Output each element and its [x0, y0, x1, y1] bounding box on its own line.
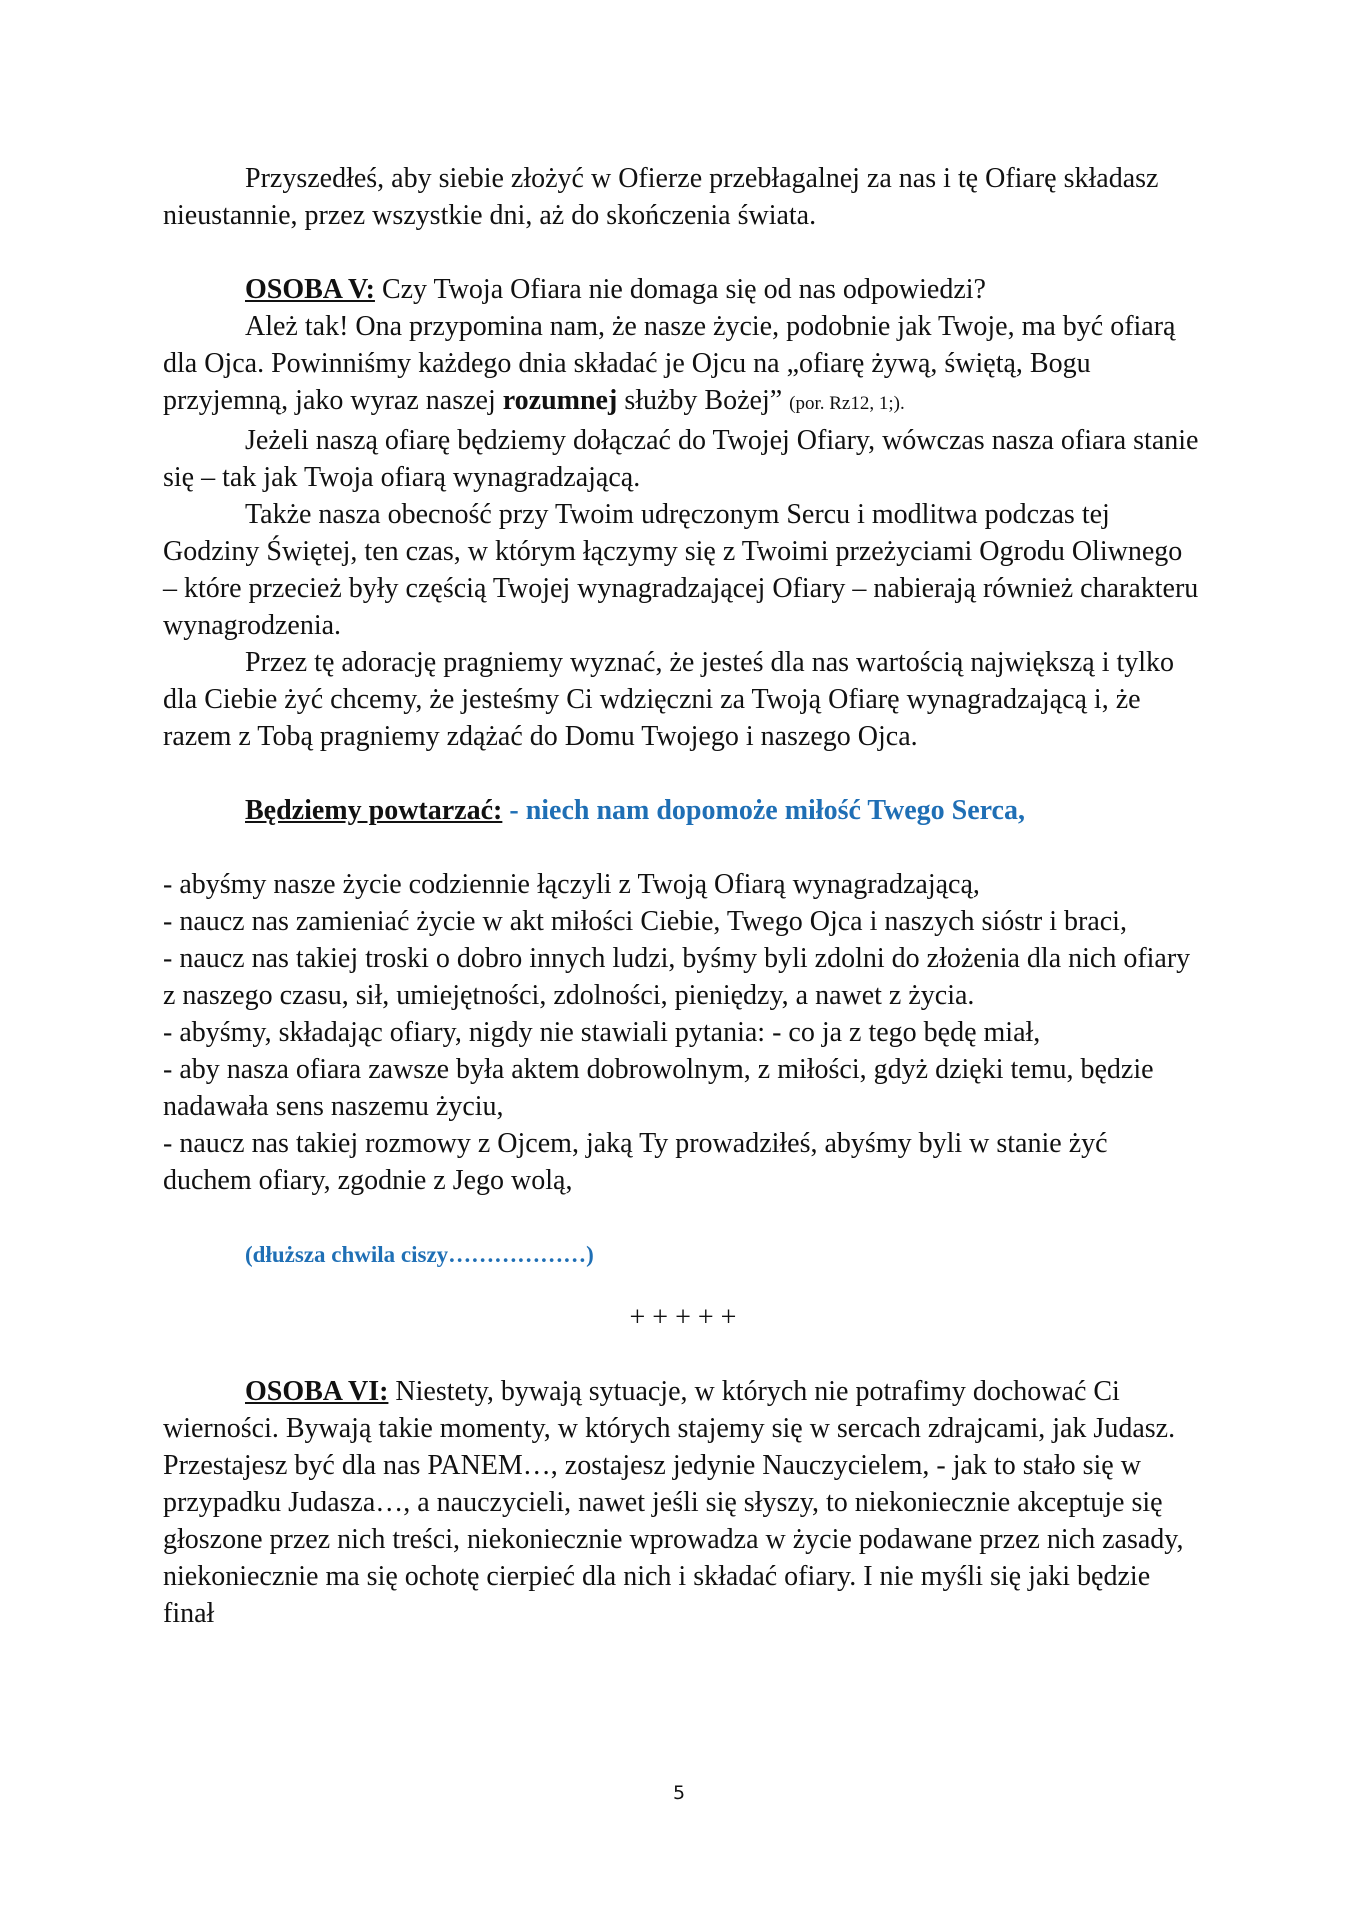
speaker-label-osoba-v: OSOBA V:: [245, 274, 375, 305]
petition-item: - naucz nas zamieniać życie w akt miłości Ciebie, Twego Ojca i naszych sióstr i braci,: [163, 906, 1127, 937]
refrain-line: [163, 792, 1203, 829]
spacer: [163, 829, 1203, 866]
section-separator: + + + + +: [629, 1302, 737, 1333]
paragraph-joining: Jeżeli naszą ofiarę będziemy dołączać do Twojej Ofiary, wówczas nasza ofiara stanie się – tak jak Twoja ofiarą wynagradzającą.: [163, 425, 1199, 493]
paragraph-offering: [163, 308, 1203, 422]
osoba-v-question: Czy Twoja Ofiara nie domaga się od nas odpowiedzi?: [374, 274, 986, 305]
page-number: 5: [672, 1782, 686, 1804]
bible-reference: (por. Rz12, 1;).: [789, 393, 905, 414]
petition-item: - naucz nas takiej troski o dobro innych ludzi, byśmy byli zdolni do złożenia dla nich ofiary z naszego czasu, sił, umiejętności, zdolności, pieniędzy, a nawet z życia.: [163, 943, 1191, 1011]
bold-word: rozumnej: [502, 385, 618, 416]
refrain-label: Będziemy powtarzać:: [245, 795, 503, 826]
spacer: [163, 1336, 1203, 1373]
refrain-text: niech nam dopomoże miłość Twego Serca,: [525, 795, 1025, 826]
paragraph-osoba-vi: [163, 1373, 1203, 1632]
speaker-label-osoba-vi: OSOBA VI:: [245, 1376, 389, 1407]
silence-note: (dłuższa chwila ciszy………………): [245, 1242, 594, 1267]
paragraph-presence: Także nasza obecność przy Twoim udręczonym Sercu i modlitwa podczas tej Godziny Świętej, ten czas, w którym łączymy się z Twoimi przeżyciami Ogrodu Oliwnego – które przecież były częścią Twojej wynagradzającej Ofiary – nabierają również charakteru wynagrodzenia.: [163, 499, 1199, 641]
spacer: [163, 755, 1203, 792]
petition-item: - abyśmy nasze życie codziennie łączyli z Twoją Ofiarą wynagradzającą,: [163, 869, 980, 900]
spacer: [163, 1199, 1203, 1236]
document-page: [163, 160, 1203, 1632]
refrain-dash: -: [502, 795, 526, 826]
spacer: [163, 234, 1203, 271]
petition-item: - aby nasza ofiara zawsze była aktem dobrowolnym, z miłości, gdyż dzięki temu, będzie nadawała sens naszemu życiu,: [163, 1054, 1154, 1122]
offering-text-a: Ależ tak! Ona przypomina nam, że nasze życie, podobnie jak Twoje, ma być ofiarą dla Ojca. Powinniśmy każdego dnia składać je Ojcu na „ofiarę żywą, świętą, Bogu przyjemną, jako wyraz naszej: [163, 311, 1176, 416]
paragraph-osoba-v: [163, 271, 1203, 308]
offering-text-b: służby Bożej”: [617, 385, 790, 416]
petition-item: - abyśmy, składając ofiary, nigdy nie stawiali pytania: - co ja z tego będę miał,: [163, 1017, 1041, 1048]
paragraph-adoration: Przez tę adorację pragniemy wyznać, że jesteś dla nas wartością największą i tylko dla Ciebie żyć chcemy, że jesteśmy Ci wdzięczni za Twoją Ofiarę wynagradzającą i, że razem z Tobą pragniemy zdążać do Domu Twojego i naszego Ojca.: [163, 647, 1175, 752]
osoba-vi-text: Niestety, bywają sytuacje, w których nie potrafimy dochować Ci wierności. Bywają takie momenty, w których stajemy się w sercach zdrajcami, jak Judasz. Przestajesz być dla nas PANEM…, zostajesz jedynie Nauczycielem, - jak to stało się w przypadku Judasza…, a nauczycieli, nawet jeśli się słyszy, to niekoniecznie akceptuje się głoszone przez nich treści, niekoniecznie wprowadza w życie podawane przez nich zasady, niekoniecznie ma się ochotę cierpieć dla nich i składać ofiary. I nie myśli się jaki będzie finał: [163, 1376, 1184, 1629]
paragraph-intro: Przyszedłeś, aby siebie złożyć w Ofierze przebłagalnej za nas i tę Ofiarę składasz nieustannie, przez wszystkie dni, aż do skończenia świata.: [163, 163, 1159, 231]
spacer: [163, 1273, 1203, 1299]
petition-item: - naucz nas takiej rozmowy z Ojcem, jaką Ty prowadziłeś, abyśmy byli w stanie żyć duchem ofiary, zgodnie z Jego wolą,: [163, 1128, 1108, 1196]
